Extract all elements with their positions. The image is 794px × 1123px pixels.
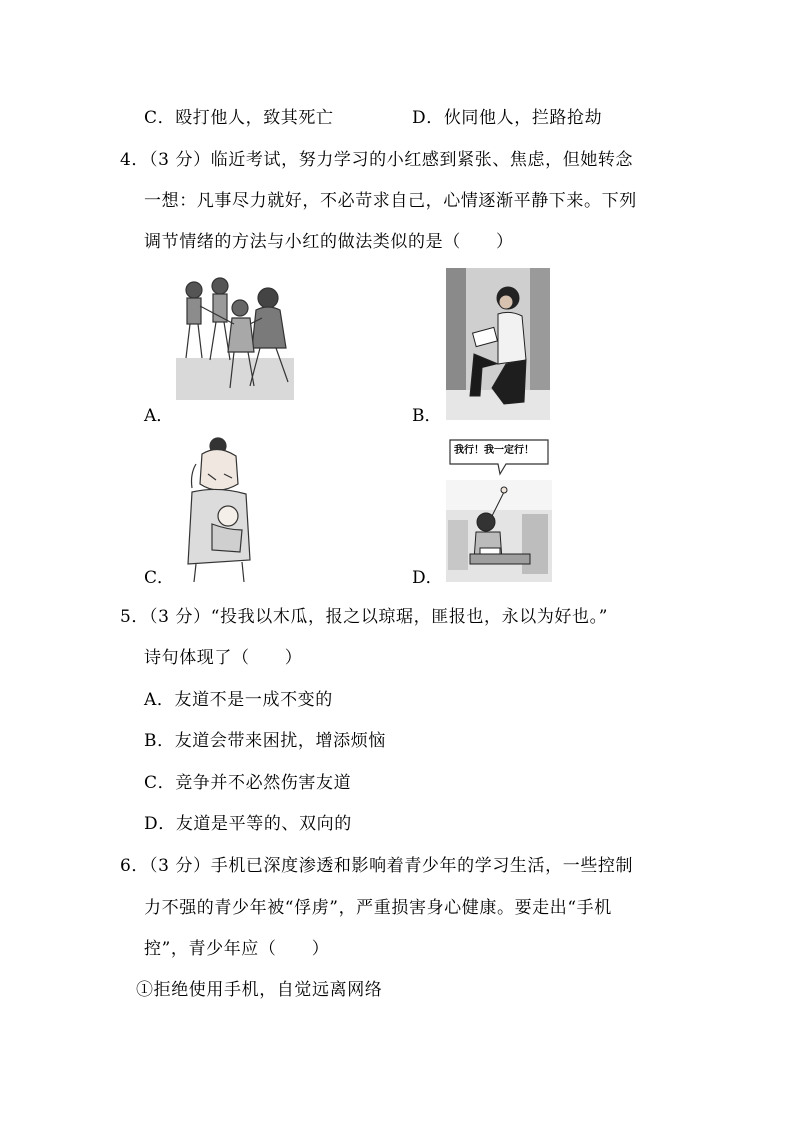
q5-option-d: D．友道是平等的、双向的 — [144, 814, 352, 834]
q4-image-d-cheering — [446, 436, 552, 582]
q5-option-a: A．友道不是一成不变的 — [144, 690, 333, 710]
q6-item-1: ①拒绝使用手机，自觉远离网络 — [136, 980, 383, 1000]
q5-option-c: C．竞争并不必然伤害友道 — [144, 773, 352, 793]
q3-option-d: D．伙同他人，拦路抢劫 — [412, 108, 603, 128]
q4-image-b-reading — [446, 268, 550, 420]
q4-image-a-dancing — [176, 268, 294, 400]
q4-image-c-crying — [182, 434, 256, 582]
q4-label-b: B． — [412, 406, 442, 426]
q4-label-d: D． — [412, 568, 443, 588]
q5-stem-line2: 诗句体现了（ ） — [144, 648, 303, 668]
q4-label-a: A． — [144, 406, 174, 426]
q4-label-c: C． — [144, 568, 175, 588]
q6-stem-line1: 6．（3 分）手机已深度渗透和影响着青少年的学习生活，一些控制 — [120, 856, 634, 876]
q4-stem-line1: 4．（3 分）临近考试，努力学习的小红感到紧张、焦虑，但她转念 — [120, 150, 634, 170]
q6-stem-line2: 力不强的青少年被“俘虏”，严重损害身心健康。要走出“手机 — [144, 898, 612, 918]
q4-stem-line3: 调节情绪的方法与小红的做法类似的是（ ） — [144, 232, 514, 252]
q5-option-b: B．友道会带来困扰，增添烦恼 — [144, 731, 386, 751]
q5-stem-line1: 5．（3 分）“投我以木瓜，报之以琼琚，匪报也，永以为好也。” — [120, 607, 609, 627]
q4-image-d-speech-text: 我行！我一定行！ — [454, 445, 534, 456]
q6-stem-line3: 控”，青少年应（ ） — [144, 939, 330, 959]
q3-option-c: C．殴打他人，致其死亡 — [144, 108, 334, 128]
q4-stem-line2: 一想：凡事尽力就好，不必苛求自己，心情逐渐平静下来。下列 — [144, 191, 637, 211]
